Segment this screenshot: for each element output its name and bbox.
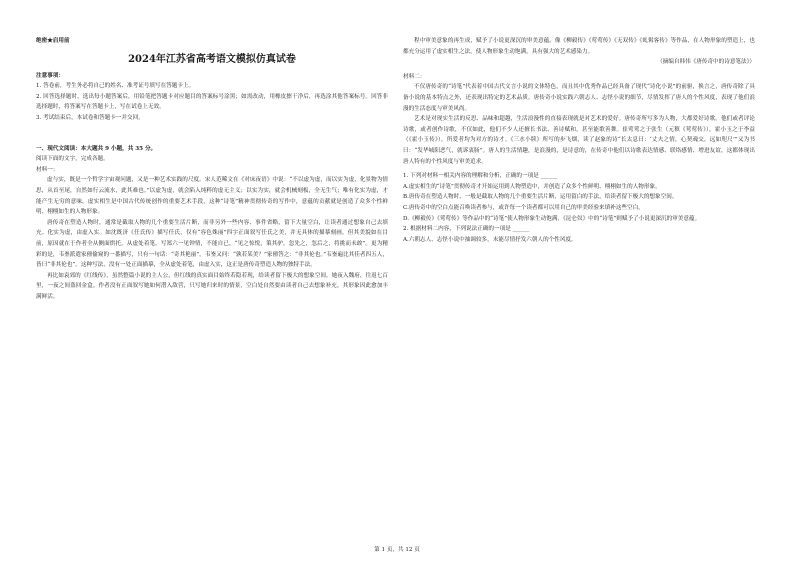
left-column [36, 36, 388, 302]
material1-paragraph: 唐传奇在塑造人物时，通常是截取人物的几个重要生活片断，而非另外一些内容、事件省略，留下大量空白，让读者通过想象自己去填充。化实为虚，由虚入实。如沈既济《任氏传》描写任氏，仅有“容色姝丽”四字正面叙写任氏之美，并无具体的描摹刻画，但其美貌如在目前，原因就在于作者全从侧面烘托，从虚处着笔，写郑六一见钟情，不能自已，“见之惊悦，策其驴，忽先之，忽后之，将挑而未敢”。更为精彩的是，韦崟派遣家僮偷窥的一番描写，只有一句话：“奇其艳丽”。韦崟又问：“孰若某美？”家僮答之：“非其伦也。”韦崟遍比其佳者四五人，皆曰“非其伦也”。这种写法，没有一处正面描摹，全从虚处着笔，由虚入实，这正是唐传奇塑造人物的独特手法。 [36, 219, 388, 269]
question-2: 2. 根据材料二内容，下列说法正确的一项是 ______ [403, 226, 530, 233]
question-1-option-d: D.《柳毅传》《莺莺传》等作品中的“诗笔”使人物形象生动饱满，《昆仑奴》中的“诗笔”则赋予了小说更深沉的审美意蕴。 [403, 215, 701, 222]
material1-paragraph: 再比如袁郊的《红线传》，虽然整篇小说的主人公，但红线的真实面目始终若隐若现，给读者留下极大的想象空间。她夜入魏府，往返七百里，一夜之间盗回金盒。作者没有正面叙写她如何潜入敌营，只写她归来时的情景，空白处自然要由读者自己去想象补充，其形象因此愈加丰满鲜活。 [36, 272, 388, 300]
exam-title: 2024年江苏省高考语文模拟仿真试卷 [128, 53, 296, 65]
section-heading: 一、现代文阅读：本大题共 9 小题，共 35 分。 [36, 145, 157, 152]
notes-item-1: 1. 答卷前，考生务必将自己的姓名、准考证号填写在答题卡上。 [36, 83, 195, 90]
right-column [403, 36, 755, 245]
notes-item-2: 2. 回答选择题时，选出每小题答案后，用铅笔把答题卡对应题目的答案标号涂黑；如需改动，用橡皮擦干净后，再选涂其他答案标号。回答非选择题时，将答案写在答题卡上，写在试卷上无效。 [36, 93, 388, 111]
question-1-option-a: A.虚实相生的“诗笔”贯彻传奇才开始运用到人物塑造中，并创造了众多个性鲜明、栩栩如生的人物形象。 [403, 183, 661, 190]
question-1-option-b: B.唐传奇在塑造人物时，一般是截取人物的几个重要生活片断，运用留白的手法，给读者留下极大的想象空间。 [403, 194, 678, 201]
section-instruction: 阅读下面的文字，完成各题。 [36, 156, 109, 163]
question-1: 1. 下列对材料一相关内容的理解和分析，正确的一项是 ______ [403, 173, 558, 180]
material-continuation: 程中审美意象的再生成，赋予了小说更深沉的审美意蕴。像《柳毅传》《莺莺传》《无双传》《虬髯客传》等作品，在人物形象的塑造上，也都充分运用了虚实相生之法，使人物形象生动饱满，具有强大的艺术感染力。 [403, 38, 755, 55]
question-2-option-a: A.六朝志人、志怪小说中抽调较多，未能尽情抒发六朝人的个性风度。 [403, 236, 577, 243]
notes-item-3: 3. 考试结束后，本试卷和答题卡一并交回。 [36, 114, 144, 121]
page-footer: 第 1 页，共 12 页 [374, 547, 420, 553]
material2-paragraph: 艺术是对现实生活的反思、品味和超越，生活浪漫性的直接表现就是对艺术的爱好。唐传奇所写多为人物，大都爱好诗歌。他们或者评论诗歌，或者创作诗歌，不仅如此，他们不少人还擅长书法、善诗赋和，甚至能歌善舞。崔莺莺之于张生（元稹《莺莺传》），霍小玉之于李益（《霍小玉传》），所爱者均为对方的诗才。《三水小牍》所写的步飞烟，读了赵象的诗“长太息曰：‘丈夫之情，心契魂交，远如咫尺’”又为书曰：“发华城阳恶气，就诉衷肠”。唐人的生活情趣，是浪漫的，是诗意的，在传奇中他们以诗歌表达情感、联络感情、增进友谊，这都体现出唐人特有的个性风度与审美追求。 [403, 116, 755, 165]
question-1-option-c: C.唐传奇中的空白点能召唤读者参与，或许每一个读者都可以用自己的审美经验来填补这些空白。 [403, 204, 644, 211]
notes-heading: 注意事项： [36, 72, 64, 79]
material1-label: 材料一： [36, 166, 59, 173]
material2-label: 材料二： [403, 73, 426, 80]
secret-label: 绝密★启用前 [36, 38, 70, 44]
citation: （摘编自韩伟《唐传奇中的诗意笔法》） [657, 59, 755, 66]
material2-paragraph: 不仅唐传奇的“诗笔”代表着中国古代文言小说的文体特色，而且其中优秀作品已经具备了现代“诗化小说”的前驱，换言之，唐传奇除了具备小说的基本特点之外，还表现出特定的艺术品质。唐传奇小说实践六朝志人、志怪小说的细节，尽情发挥了唐人的个性风度，表现了他们浪漫的生活态度与审美风尚。 [403, 84, 755, 112]
material1-paragraph: 虚与实，既是一个哲学宇宙观问题，又是一种艺术实践的尺度。宋人范晞文在《对床夜语》中说：“不以虚为虚，而以实为虚，化景物为情思，从首至尾，自然如行云流水，此其难也。”以虚为虚，就会陷入纯粹的虚无主义；以实为实，就会机械刻板，全无生气；唯有化实为虚，才能产生无穷的意味。虚实相生是中国古代传统创作的重要艺术手段，这种“诗笔”精神贯彻传奇的写作中，意蕴的贡献就是创造了众多个性鲜明、栩栩如生的人物形象。 [36, 177, 388, 216]
